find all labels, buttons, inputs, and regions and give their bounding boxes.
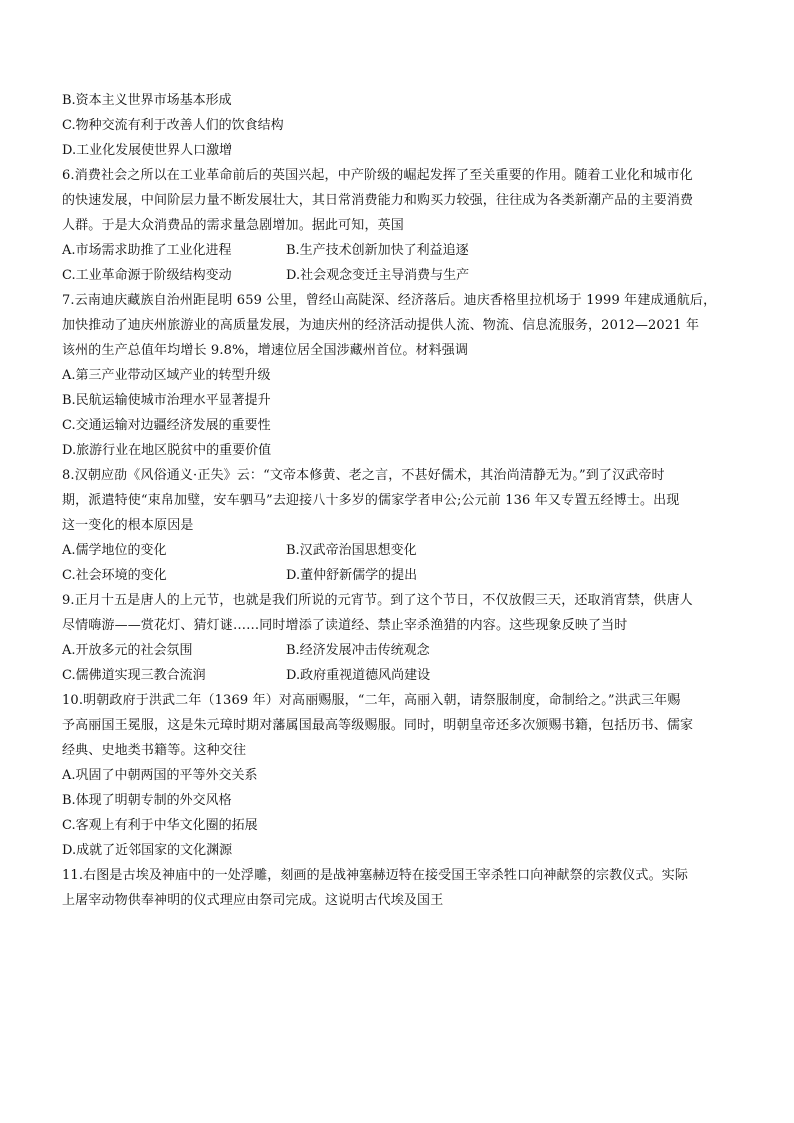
option-row [62, 538, 744, 563]
question-stem-line: 该州的生产总值年均增长 9.8%，增速位居全国涉藏州首位。材料强调 [62, 343, 469, 358]
question-stem-line: 予高丽国王冕服，这是朱元璋时期对藩属国最高等级赐服。同时，明朝皇帝还多次颁赐书籍，包括历书、儒家 [62, 718, 694, 733]
option-b: B.资本主义世界市场基本形成 [62, 93, 232, 108]
question-stem-line: 6.消费社会之所以在工业革命前后的英国兴起，中产阶级的崛起发挥了至关重要的作用。随着工业化和城市化 [62, 168, 693, 183]
question-7 [62, 288, 744, 463]
question-11 [62, 863, 744, 913]
option-d: D.社会观念变迁主导消费与生产 [286, 268, 470, 283]
option-d: D.政府重视道德风尚建设 [286, 668, 431, 683]
option-b: B.体现了明朝专制的外交风格 [62, 793, 232, 808]
option-row [62, 563, 744, 588]
option-c: C.社会环境的变化 [62, 568, 167, 583]
question-stem-line: 人群。于是大众消费品的需求量急剧增加。据此可知，英国 [62, 218, 404, 233]
option-row [62, 238, 744, 263]
option-c: C.物种交流有利于改善人们的饮食结构 [62, 118, 284, 133]
question-stem-line: 10.明朝政府于洪武二年（1369 年）对高丽赐服，“二年，高丽入朝，请祭服制度，命制给之。”洪武三年赐 [62, 693, 681, 708]
question-stem-line: 加快推动了迪庆州旅游业的高质量发展，为迪庆州的经济活动提供人流、物流、信息流服务，2012—2021 年 [62, 318, 700, 333]
question-9 [62, 588, 744, 688]
option-row [62, 663, 744, 688]
option-c: C.儒佛道实现三教合流润 [62, 668, 206, 683]
question-stem-line: 经典、史地类书籍等。这种交往 [62, 743, 247, 758]
previous-question-options [62, 88, 744, 163]
question-stem-line: 这一变化的根本原因是 [62, 518, 194, 533]
question-stem-line: 的快速发展，中间阶层力量不断发展壮大，其日常消费能力和购买力较强，往往成为各类新潮产品的主要消费 [62, 193, 694, 208]
question-stem-line: 尽情嗨游——赏花灯、猜灯谜……同时增添了读道经、禁止宰杀渔猎的内容。这些现象反映了当时 [62, 618, 628, 633]
option-a: A.市场需求助推了工业化进程 [62, 243, 232, 258]
question-6 [62, 163, 744, 288]
question-stem-line: 8.汉朝应劭《风俗通义·正失》云：“文帝本修黄、老之言，不甚好儒术，其治尚清静无为。”到了汉武帝时 [62, 468, 665, 483]
exam-page [62, 88, 744, 913]
question-stem-line: 期，派遣特使“束帛加璧，安车驷马”去迎接八十多岁的儒家学者申公;公元前 136 年又专置五经博士。出现 [62, 493, 680, 508]
option-row [62, 638, 744, 663]
option-a: A.第三产业带动区域产业的转型升级 [62, 368, 271, 383]
option-b: B.民航运输使城市治理水平显著提升 [62, 393, 271, 408]
question-10 [62, 688, 744, 863]
option-d: D.工业化发展使世界人口激增 [62, 143, 233, 158]
question-stem-line: 上屠宰动物供奉神明的仪式理应由祭司完成。这说明古代埃及国王 [62, 893, 444, 908]
option-b: B.生产技术创新加快了利益追逐 [286, 243, 469, 258]
option-d: D.旅游行业在地区脱贫中的重要价值 [62, 443, 272, 458]
option-c: C.客观上有利于中华文化圈的拓展 [62, 818, 258, 833]
option-c: C.交通运输对边疆经济发展的重要性 [62, 418, 271, 433]
question-stem-line: 9.正月十五是唐人的上元节，也就是我们所说的元宵节。到了这个节日，不仅放假三天，还取消宵禁，供唐人 [62, 593, 693, 608]
option-a: A.巩固了中朝两国的平等外交关系 [62, 768, 258, 783]
option-c: C.工业革命源于阶级结构变动 [62, 268, 232, 283]
option-a: A.儒学地位的变化 [62, 543, 167, 558]
option-b: B.经济发展冲击传统观念 [286, 643, 430, 658]
option-d: D.董仲舒新儒学的提出 [286, 568, 418, 583]
question-stem-line: 11.右图是古埃及神庙中的一处浮雕，刻画的是战神塞赫迈特在接受国王宰杀牲口向神献祭的宗教仪式。实际 [62, 868, 689, 883]
option-row [62, 263, 744, 288]
option-a: A.开放多元的社会氛围 [62, 643, 193, 658]
option-b: B.汉武帝治国思想变化 [286, 543, 417, 558]
option-d: D.成就了近邻国家的文化渊源 [62, 843, 233, 858]
question-stem-line: 7.云南迪庆藏族自治州距昆明 659 公里，曾经山高陡深、经济落后。迪庆香格里拉机场于 1999 年建成通航后， [62, 293, 717, 308]
question-8 [62, 463, 744, 588]
